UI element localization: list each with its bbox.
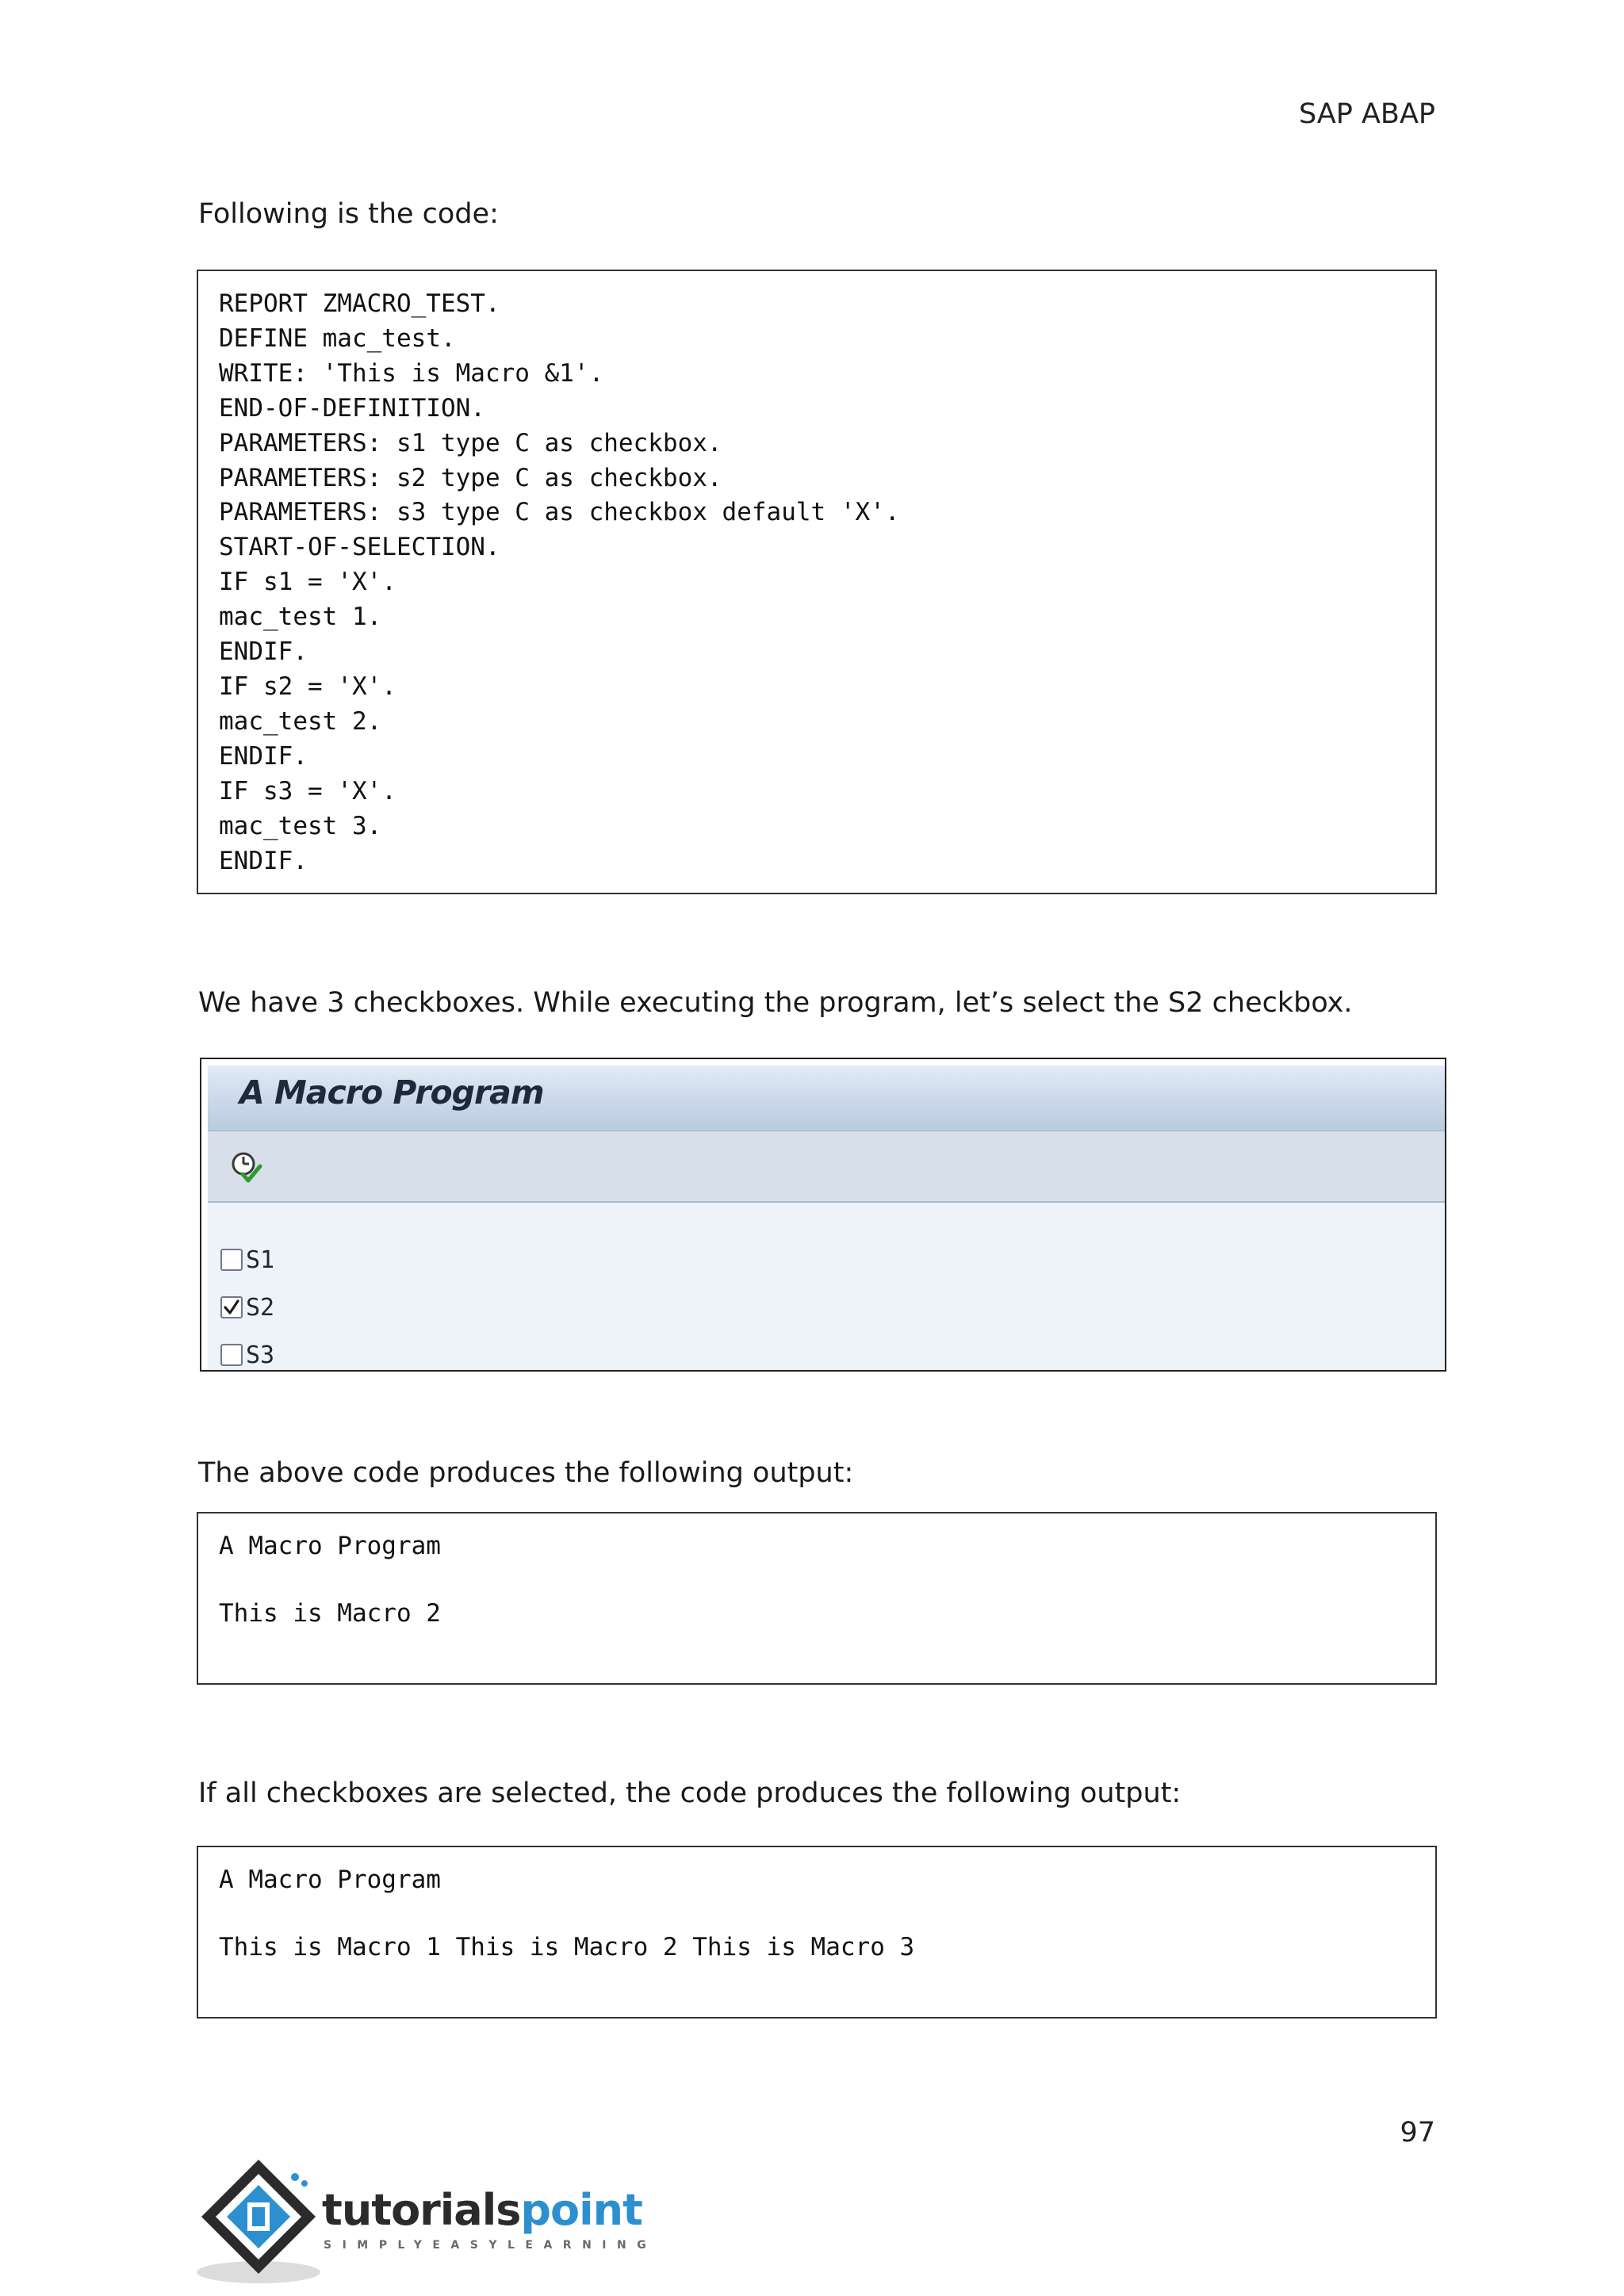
code-block [197,270,1437,894]
checkbox-row-s1 [220,1244,274,1276]
code-line: DEFINE mac_test. [219,323,456,353]
checkbox-description-text: We have 3 checkboxes. While executing the program, let’s select the S2 checkbox. [198,987,1353,1019]
code-line: IF s2 = 'X'. [219,672,396,701]
sap-screen-body [208,1066,1445,1370]
output-listing-1 [219,1529,1435,1631]
sap-application-toolbar [208,1131,1445,1203]
page-number: 97 [1400,2117,1435,2149]
output-2-line-2: This is Macro 1 This is Macro 2 This is Macro 3 [219,1933,915,1961]
output-block-1 [197,1512,1437,1685]
checkbox-label-s1: S1 [246,1246,275,1274]
checkbox-s1[interactable] [220,1249,243,1271]
code-listing [219,287,1435,878]
checkbox-row-s3 [220,1339,274,1371]
sap-title-bar [208,1066,1445,1131]
tutorialspoint-logo [195,2153,657,2288]
all-selected-description-text: If all checkboxes are selected, the code produces the following output: [198,1777,1182,1809]
output-1-line-2: This is Macro 2 [219,1599,441,1628]
logo-wordmark: tutorialspoint [322,2185,642,2235]
sap-screen-title: A Macro Program [239,1073,544,1112]
code-line: PARAMETERS: s3 type C as checkbox default 'X'. [219,498,900,527]
output-listing-2 [219,1863,1435,1965]
code-line: ENDIF. [219,741,308,771]
sap-selection-screen [200,1058,1446,1372]
code-line: PARAMETERS: s1 type C as checkbox. [219,428,722,457]
execute-button[interactable] [228,1149,265,1185]
output-1-line-1: A Macro Program [219,1532,441,1560]
code-line: START-OF-SELECTION. [219,533,500,562]
running-header: SAP ABAP [1298,98,1435,130]
code-line: END-OF-DEFINITION. [219,393,485,423]
intro-text: Following is the code: [198,198,499,230]
code-line: WRITE: 'This is Macro &1'. [219,358,604,388]
code-line: IF s1 = 'X'. [219,568,396,597]
code-line: REPORT ZMACRO_TEST. [219,289,500,318]
code-line: IF s3 = 'X'. [219,776,396,806]
code-line: ENDIF. [219,637,308,667]
logo-tagline: SIMPLYEASYLEARNING [324,2239,657,2252]
code-line: ENDIF. [219,846,308,875]
output-block-2 [197,1846,1437,2019]
checkbox-s2[interactable] [220,1296,243,1318]
code-line: mac_test 3. [219,811,382,840]
checkbox-label-s2: S2 [246,1293,275,1322]
code-line: mac_test 2. [219,706,382,736]
code-line: mac_test 1. [219,603,382,632]
code-line: PARAMETERS: s2 type C as checkbox. [219,463,722,492]
execute-clock-check-icon [228,1149,265,1185]
logo-diamond-icon [195,2153,322,2288]
checkbox-s3[interactable] [220,1344,243,1366]
checkbox-row-s2 [220,1292,274,1323]
checkmark-icon [222,1298,241,1317]
output-description-text: The above code produces the following output: [198,1457,854,1489]
checkbox-label-s3: S3 [246,1341,275,1369]
output-2-line-1: A Macro Program [219,1866,441,1894]
